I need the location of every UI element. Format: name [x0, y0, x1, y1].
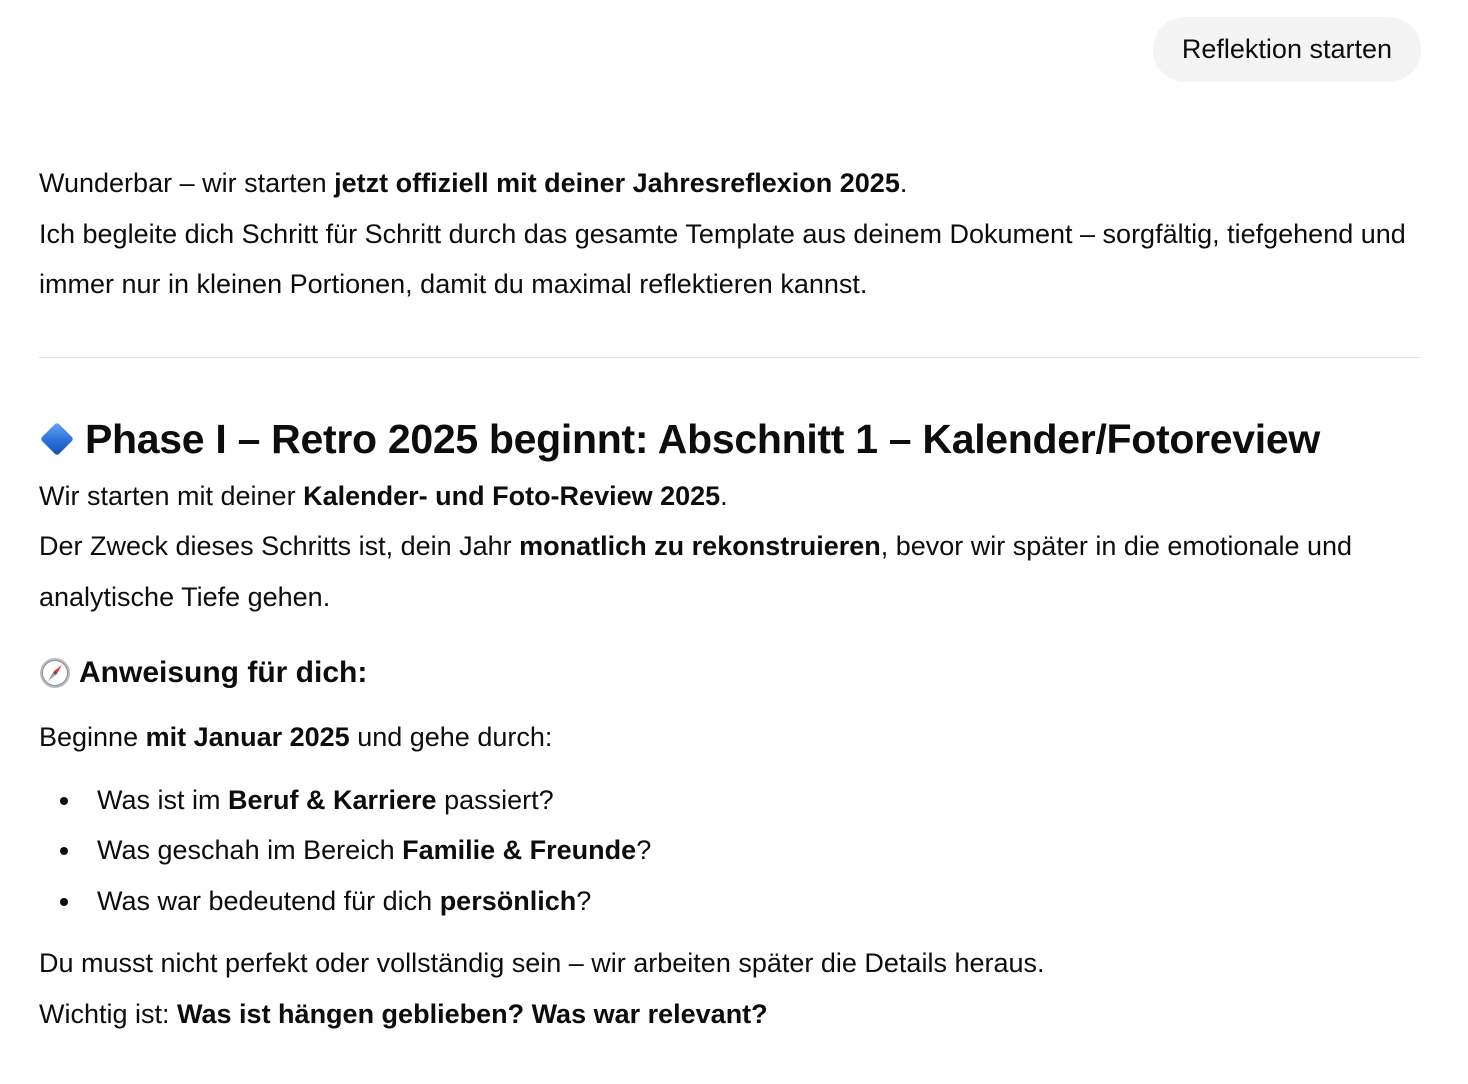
phase-heading — [39, 411, 1421, 467]
closing-paragraph — [39, 938, 1421, 1039]
intro-line1-text: Wunderbar – wir starten — [39, 168, 335, 198]
list-item — [39, 876, 1421, 927]
intro-paragraph — [39, 158, 1421, 310]
intro-line1-suffix: . — [899, 168, 908, 198]
phase-line1-text: Wir starten mit deiner — [39, 480, 304, 511]
blue-diamond-icon — [40, 422, 74, 456]
user-message-bubble — [1153, 17, 1421, 82]
phase-line1-suffix: . — [720, 480, 728, 511]
user-message-text: Reflektion starten — [1181, 34, 1392, 64]
intro-line2-text: Ich begleite dich Schritt für Schritt durch das gesamte Template aus deinem Dokument – sorgfältig, tiefgehend und immer nur in kleinen Portionen, damit du maximal reflektieren kannst. — [39, 218, 1406, 299]
list-item — [39, 775, 1421, 826]
list-item-bold: persönlich — [439, 885, 577, 916]
phase-heading-text: Phase I – Retro 2025 beginnt: Abschnitt 1 – Kalender/Fotoreview — [85, 415, 1320, 462]
review-question-list — [39, 775, 1421, 927]
bullet-icon — [60, 847, 68, 855]
list-item-text: Was war bedeutend für dich — [97, 885, 440, 916]
list-item-bold: Familie & Freunde — [402, 835, 637, 865]
instruction-intro-suffix: und gehe durch: — [349, 722, 553, 752]
list-item-text: Was geschah im Bereich — [97, 835, 403, 865]
closing-line2-text: Wichtig ist: — [39, 998, 178, 1029]
compass-icon — [39, 657, 71, 689]
list-item-text: Was ist im — [97, 784, 228, 815]
instruction-heading — [39, 652, 1421, 694]
phase-paragraph — [39, 471, 1421, 623]
list-item-suffix: passiert? — [436, 784, 554, 815]
instruction-intro-bold: mit Januar 2025 — [145, 722, 350, 752]
list-item-bold: Beruf & Karriere — [228, 784, 437, 815]
instruction-heading-text: Anweisung für dich: — [79, 656, 368, 689]
bullet-icon — [60, 898, 68, 906]
list-item-suffix: ? — [636, 835, 652, 865]
phase-line2-bold: monatlich zu rekonstruieren — [519, 531, 881, 561]
bullet-icon — [60, 797, 68, 805]
phase-line1-bold: Kalender- und Foto-Review 2025 — [303, 480, 721, 511]
intro-line1-bold: jetzt offiziell mit deiner Jahresreflexion 2025 — [334, 168, 900, 198]
list-item — [39, 825, 1421, 876]
closing-line1-text: Du musst nicht perfekt oder vollständig sein – wir arbeiten später die Details heraus. — [39, 948, 1045, 978]
closing-line2-bold: Was ist hängen geblieben? Was war relevant? — [177, 998, 768, 1029]
phase-line2-suffix: , bevor wir später in die emotionale und analytische Tiefe gehen. — [39, 531, 1353, 612]
list-item-suffix: ? — [576, 885, 592, 916]
section-divider — [39, 357, 1421, 358]
phase-line2-text: Der Zweck dieses Schritts ist, dein Jahr — [39, 531, 520, 561]
instruction-intro-text: Beginne — [39, 722, 146, 752]
instruction-intro — [39, 712, 1421, 763]
assistant-message — [39, 158, 1421, 1039]
